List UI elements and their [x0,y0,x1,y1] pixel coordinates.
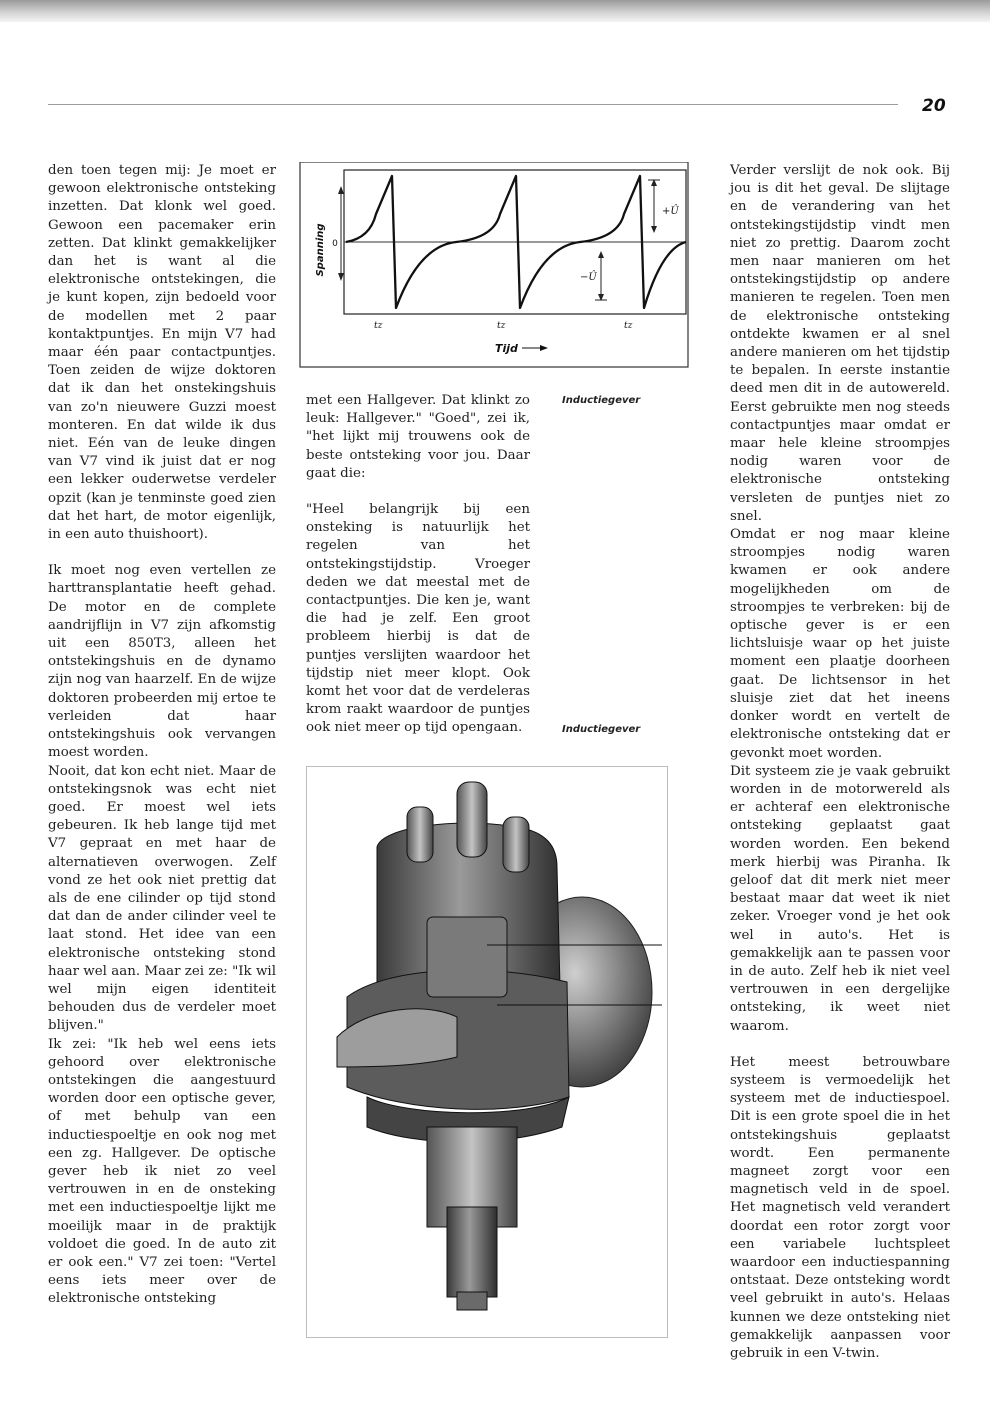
y-axis-label: Spanning [315,223,326,277]
x-axis-label: Tijd [495,342,518,355]
paragraph: Omdat er nog maar kleine stroompjes nodig waren kwamen er ook andere mogelijkheden om de stroompjes te verbreken: bij de optische gever is er een lichtsluisje waar op het juiste moment een plaatje doorheen gaat. De lichtsensor in het sluisje ziet dat het ineens donker wordt en vertelt de elektronische ontsteking dat er gevonkt moet worden. [730,527,950,761]
minus-amplitude-label: −Û [580,272,597,283]
paragraph: Verder verslijt de nok ook. Bij jou is dit het geval. De slijtage en de verandering van het ontstekingstijdstip vindt men niet zo prettig. Daarom zocht men naar manieren om het ontstekingstijdstip op andere manieren te regelen. Toen men de elektronische ontsteking ontdekte kwamen er al snel andere manieren om het tijdstip te bepalen. In eerste instantie deed men dit in de autowereld. Eerst gebruikte men nog steeds contactpuntjes maar omdat er maar hele kleine stroompjes nodig waren voor de elektronische ontsteking versleten de puntjes niet zo snel. [730,163,950,524]
drive-dog [457,1292,487,1310]
center-tower [457,782,487,857]
side-label-inductiegever: Inductiegever [562,395,641,406]
rotor [427,917,507,997]
paragraph: Ik moet nog even vertellen ze harttransplantatie heeft gehad. De motor en de complete aandrijflijn in V7 zijn afkomstig uit een 850T3, alleen het ontstekingshuis en de dynamo zijn nog van haarzelf. En de wijze doktoren probeerden mij ertoe te verleiden dat haar ontstekingshuis ook vervangen moest worden. [48,563,276,761]
paragraph: den toen tegen mij: Je moet er gewoon elektronische ontsteking inzetten. Dat klonk wel goed. Gewoon een pacemaker erin zetten. Dat klinkt gemakkelijker dan het is want al die elektronische ontstekingen, die je kunt kopen, zijn bedoeld voor de modellen met 2 paar kontaktpuntjes. En mijn V7 had maar één paar contactpuntjes. Toen zeiden de wijze doktoren dat ik dan het onstekingshuis van zo'n nieuwere Guzzi moest monteren. En dat wilde ik dus niet. Eén van de leuke dingen van V7 vind ik juist dat er nog een lekker ouderwetse verdeler opzit (kan je tenminste goed zien dat het hart, de motor eigenlijk, in een auto thuishoort). [48,163,276,543]
paragraph: Het meest betrouwbare systeem is vermoedelijk het systeem met de inductiespoel. Dit is een grote spoel die in het ontstekingshuis geplaatst wordt. Een permanente magneet zorgt voor een magnetisch veld in de spoel. Het magnetisch veld verandert doordat een rotor zorgt voor een variabele luchtspleet waardoor een inductiespanning ontstaat. Deze ontsteking wordt veel gebruikt in auto's. Helaas kunnen we deze ontsteking niet gemakkelijk aanpassen voor gebruik in een V-twin. [730,1054,950,1361]
page-number: 20 [922,96,946,116]
tz-label: tz [624,321,633,331]
zero-label: 0 [332,239,338,249]
paragraph: Nooit, dat kon echt niet. Maar de ontstekingsnok was echt niet goed. Er moest wel iets gebeuren. Ik heb lange tijd met V7 gepraat en met haar de alternatieven overwogen. Zelf vond ze het ook niet prettig dat als de ene cilinder op tijd stond dat dan de ander cilinder veel te laat stond. Het idee van een elektronische ontsteking stond haar wel aan. Maar zei ze: "Ik wil wel mijn eigen identiteit behouden dus de verdeler moet blijven." [48,763,276,1034]
voltage-waveform-figure [290,162,692,372]
distributor-cutaway-photo [306,766,668,1338]
text-column-left [48,162,276,1309]
drive-shaft [447,1207,497,1297]
distributor-illustration [307,767,667,1337]
side-tower [503,817,529,872]
paragraph: "Heel belangrijk bij een onsteking is natuurlijk het regelen van het ontstekingstijdstip. Vroeger deden we dat meestal met de contactpuntjes. Die ken je, want die had je zelf. Een groot probleem hierbij is dat de puntjes verslijten waardoor het tijdstip niet meer klopt. Ook komt het voor dat de verdeleras krom raakt waardoor de puntjes ook niet meer op tijd opengaan. [306,502,530,736]
side-tower [407,807,433,862]
header-rule [48,104,898,105]
paragraph: Dit systeem zie je vaak gebruikt worden in de motorwereld als er achteraf een elektronische ontsteking geplaatst gaat worden worden. Een bekend merk hierbij was Piranha. Ik geloof dat dit merk niet meer bestaat maar dat weet ik niet zeker. Vroeger vond je het ook wel in auto's. Het is gemakkelijk aan te passen voor in de auto. Zelf heb ik niet veel vertrouwen in een dergelijke ontsteking, ik weet niet waarom. [730,763,950,1034]
plus-amplitude-label: +Û [662,206,679,217]
tz-label: tz [497,321,506,331]
paragraph: met een Hallgever. Dat klinkt zo leuk: Hallgever." "Goed", zei ik, "het lijkt mij trouwens ook de beste ontsteking voor jou. Daar gaat die: [306,393,530,481]
paragraph: Ik zei: "Ik heb wel eens iets gehoord over elektronische ontstekingen die aangestuurd worden door een optische gever, of met behulp van een inductiespoeltje en ook nog met een zg. Hallgever. De optische gever heb ik niet zo veel vertrouwen in en de onsteking met een inductiespoeltje lijkt me moeilijk maar in de praktijk voldoet die goed. In de auto zit er ook een." V7 zei toen: "Vertel eens iets meer over de elektronische ontsteking [48,1036,276,1307]
text-column-right [730,162,950,1363]
text-column-middle [306,392,530,738]
side-label-inductiegever: Inductiegever [562,724,641,735]
tz-label: tz [374,321,383,331]
scan-top-band [0,0,990,22]
